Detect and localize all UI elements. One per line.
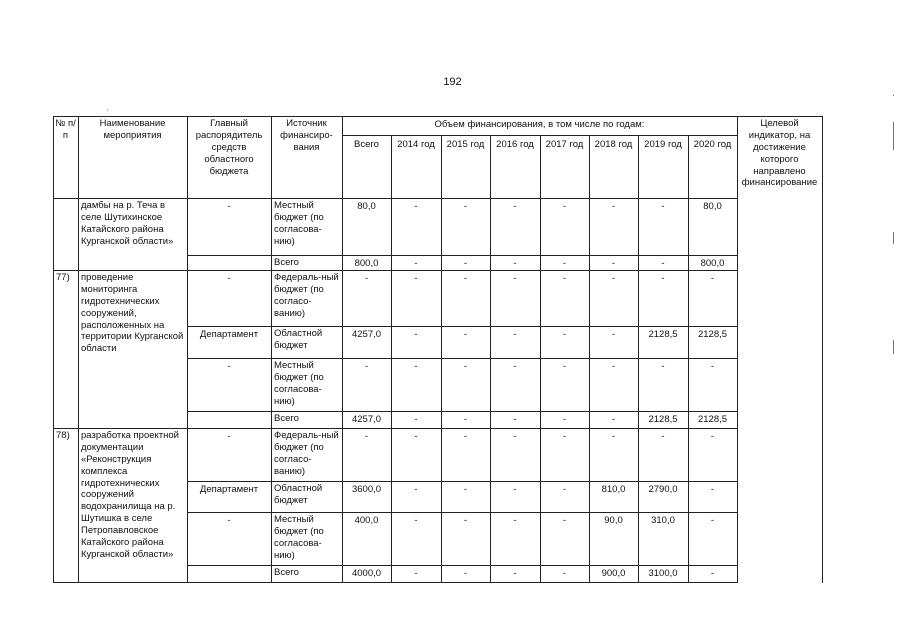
- value-cell: -: [562, 361, 567, 372]
- value-cell: 4000,0: [351, 568, 382, 579]
- manager-cell: -: [227, 361, 231, 372]
- edge-mark: [893, 232, 894, 244]
- value-cell: 2128,5: [648, 414, 678, 425]
- value-cell: -: [611, 273, 616, 284]
- table-rule: [187, 116, 188, 583]
- value-cell: -: [710, 361, 715, 372]
- header-col: 2016 год: [496, 139, 534, 150]
- value-cell: -: [414, 414, 418, 425]
- row-number: 77): [56, 272, 70, 283]
- value-cell: -: [414, 568, 418, 579]
- table-rule: [342, 116, 343, 583]
- value-cell: 80,0: [357, 201, 376, 212]
- header-manager: Главный распорядитель средств областного бюджета: [195, 118, 263, 177]
- value-cell: -: [562, 431, 567, 442]
- value-cell: -: [513, 568, 517, 579]
- table-rule: [53, 582, 188, 583]
- value-cell: -: [513, 361, 517, 372]
- edge-mark: [893, 122, 894, 150]
- value-cell: -: [463, 515, 468, 526]
- value-cell: 2128,5: [697, 329, 728, 340]
- header-col: 2014 год: [397, 139, 435, 150]
- table-rule: [589, 135, 590, 583]
- value-cell: 4257,0: [351, 329, 382, 340]
- value-cell: -: [364, 361, 369, 372]
- source-cell: Всего: [274, 567, 299, 578]
- value-cell: -: [661, 201, 665, 212]
- activity-name: дамбы на р. Теча в селе Шутихинское Катайского района Курганской области»: [81, 200, 174, 247]
- source-cell: Федераль-ный бюджет (по согласо-ванию): [274, 430, 339, 477]
- table-rule: [187, 582, 738, 583]
- table-rule: [53, 116, 823, 117]
- value-cell: 800,0: [354, 258, 379, 269]
- row-number: 78): [56, 430, 70, 441]
- table-rule: [737, 116, 738, 583]
- value-cell: -: [463, 201, 468, 212]
- source-cell: Местный бюджет (по согласова-нию): [274, 360, 324, 407]
- manager-cell: -: [227, 515, 231, 526]
- source-cell: Областной бюджет: [274, 328, 323, 351]
- value-cell: -: [562, 258, 567, 269]
- header-indicator: Целевой индикатор, на достижение которого направлено финансирование: [741, 118, 818, 189]
- value-cell: -: [611, 414, 616, 425]
- source-cell: Всего: [274, 257, 299, 268]
- table-rule: [688, 135, 689, 583]
- value-cell: 900,0: [601, 568, 626, 579]
- value-cell: -: [661, 273, 665, 284]
- table-rule: [822, 116, 823, 583]
- value-cell: -: [414, 515, 418, 526]
- activity-name: разработка проектной документации «Реконструкция комплекса гидротехнических сооружений водохранилища на р. Шутишка в селе Петропавловское Катайского района Курганской области»: [81, 430, 179, 560]
- value-cell: -: [414, 329, 418, 340]
- table-rule: [441, 135, 442, 583]
- source-cell: Федераль-ный бюджет (по согласо-ванию): [274, 272, 339, 319]
- value-cell: -: [562, 414, 567, 425]
- edge-mark: [893, 95, 894, 96]
- value-cell: -: [562, 568, 567, 579]
- value-cell: -: [414, 431, 418, 442]
- source-cell: Всего: [274, 413, 299, 424]
- value-cell: -: [562, 484, 567, 495]
- table-rule: [271, 116, 272, 583]
- value-cell: -: [710, 484, 715, 495]
- value-cell: 2128,5: [697, 414, 728, 425]
- page-number: 192: [443, 76, 462, 88]
- header-col: 2019 год: [644, 139, 682, 150]
- value-cell: -: [463, 568, 468, 579]
- manager-cell: [187, 255, 271, 270]
- value-cell: -: [562, 201, 567, 212]
- header-col: Всего: [354, 139, 379, 150]
- table-rule: [78, 116, 79, 583]
- value-cell: -: [611, 329, 616, 340]
- value-cell: 2128,5: [648, 329, 678, 340]
- header-col: 2017 год: [545, 139, 584, 150]
- activity-name: проведение мониторинга гидротехнических сооружений, расположенных на территории Курганской области: [81, 272, 184, 355]
- header-no: № п/п: [55, 118, 76, 141]
- row-number: [53, 198, 78, 270]
- value-cell: 80,0: [703, 201, 722, 212]
- manager-cell: -: [227, 201, 231, 212]
- margin-mark: ': [107, 108, 109, 117]
- header-col: 2018 год: [594, 139, 633, 150]
- table-rule: [53, 116, 54, 583]
- value-cell: -: [414, 361, 418, 372]
- value-cell: 310,0: [651, 515, 675, 526]
- value-cell: -: [661, 431, 665, 442]
- value-cell: -: [562, 329, 567, 340]
- value-cell: -: [513, 329, 517, 340]
- table-rule: [391, 135, 392, 583]
- value-cell: 4257,0: [351, 414, 382, 425]
- table-rule: [540, 135, 541, 583]
- value-cell: -: [562, 515, 567, 526]
- value-cell: -: [513, 201, 517, 212]
- value-cell: -: [463, 414, 468, 425]
- value-cell: 800,0: [700, 258, 725, 269]
- manager-cell: [187, 565, 271, 582]
- value-cell: -: [513, 273, 517, 284]
- value-cell: 2790,0: [648, 484, 678, 495]
- value-cell: -: [414, 258, 418, 269]
- value-cell: -: [710, 515, 715, 526]
- value-cell: -: [414, 273, 418, 284]
- value-cell: -: [562, 273, 567, 284]
- value-cell: -: [513, 258, 517, 269]
- value-cell: -: [710, 568, 715, 579]
- value-cell: -: [710, 273, 715, 284]
- header-col: 2020 год: [693, 139, 732, 150]
- value-cell: 90,0: [604, 515, 623, 526]
- value-cell: -: [661, 361, 665, 372]
- manager-cell: -: [227, 273, 231, 284]
- value-cell: -: [463, 273, 468, 284]
- table-rule: [490, 135, 491, 583]
- value-cell: -: [463, 484, 468, 495]
- value-cell: -: [710, 431, 715, 442]
- value-cell: -: [463, 258, 468, 269]
- value-cell: 3600,0: [351, 484, 382, 495]
- source-cell: Местный бюджет (по согласова-нию): [274, 200, 324, 247]
- value-cell: -: [611, 431, 616, 442]
- manager-cell: Департамент: [199, 484, 259, 495]
- manager-cell: [187, 411, 271, 428]
- value-cell: -: [611, 201, 616, 212]
- value-cell: -: [364, 431, 369, 442]
- value-cell: 400,0: [354, 515, 379, 526]
- value-cell: -: [611, 361, 616, 372]
- value-cell: -: [513, 414, 517, 425]
- header-source: Источник финансиро-вания: [280, 118, 333, 153]
- value-cell: -: [463, 361, 468, 372]
- value-cell: -: [463, 431, 468, 442]
- manager-cell: Департамент: [199, 329, 259, 340]
- value-cell: -: [611, 258, 616, 269]
- header-name: Наименование мероприятия: [99, 118, 166, 141]
- header-col: 2015 год: [446, 139, 485, 150]
- value-cell: 3100,0: [648, 568, 678, 579]
- value-cell: -: [414, 484, 418, 495]
- table-rule: [638, 135, 639, 583]
- manager-cell: -: [227, 431, 231, 442]
- source-cell: Областной бюджет: [274, 483, 323, 506]
- value-cell: -: [661, 258, 665, 269]
- edge-mark: [893, 340, 894, 354]
- value-cell: -: [513, 484, 517, 495]
- header-funding: Объем финансирования, в том числе по годам:: [434, 119, 645, 130]
- value-cell: -: [513, 431, 517, 442]
- value-cell: -: [364, 273, 369, 284]
- value-cell: 810,0: [601, 484, 626, 495]
- source-cell: Местный бюджет (по согласова-нию): [274, 514, 324, 561]
- value-cell: -: [414, 201, 418, 212]
- value-cell: -: [463, 329, 468, 340]
- value-cell: -: [513, 515, 517, 526]
